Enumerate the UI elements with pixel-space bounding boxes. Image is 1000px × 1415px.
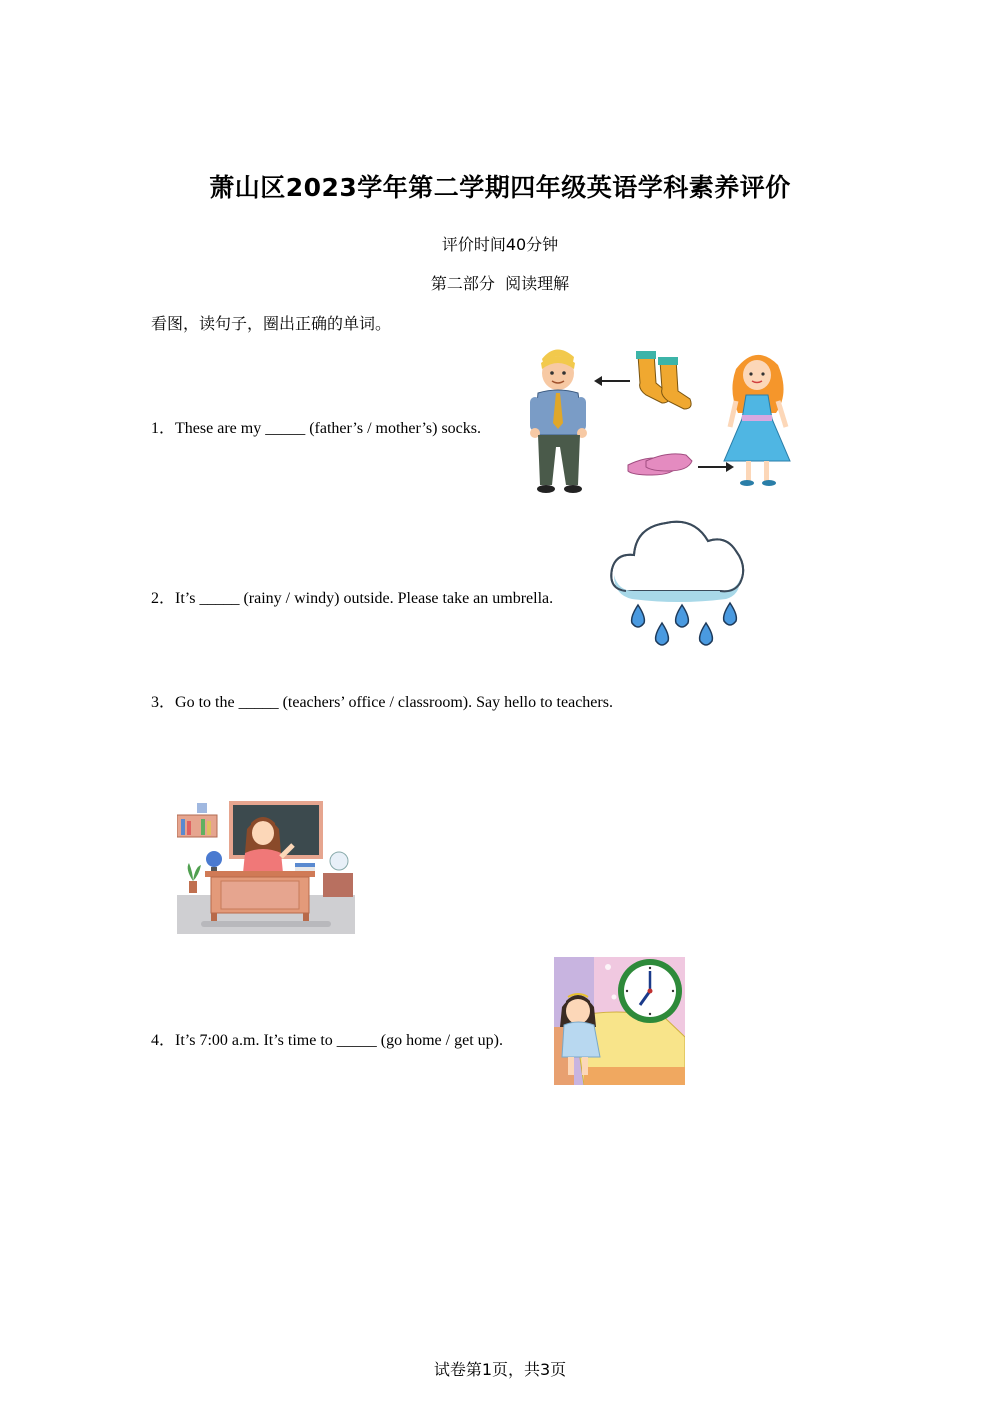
question-3 [151,689,613,712]
shoes-icon [628,454,692,475]
instruction-text: 看图，读句子，圈出正确的单词。 [151,314,392,333]
father-socks-mother-shoes-illustration [528,343,798,495]
question-2 [151,585,553,608]
question-number: 2． [151,590,176,607]
question-text: It’s _____ (rainy / windy) outside. Please take an umbrella. [175,590,554,607]
question-4 [151,1027,503,1050]
cloud-icon [611,522,743,602]
question-number: 4． [151,1032,176,1049]
girl-waking-up-clock-illustration [554,957,685,1085]
section-heading: 第二部分 阅读理解 [430,274,570,293]
teacher-office-illustration [177,801,355,934]
page-footer: 试卷第1页，共3页 [433,1360,567,1379]
page-title: 萧山区2023学年第二学期四年级英语学科素养评价 [209,173,791,202]
socks-icon [636,351,691,409]
question-text: Go to the _____ (teachers’ office / classroom). Say hello to teachers. [175,694,613,711]
rain-cloud-illustration [608,513,748,651]
raindrops-icon [632,603,737,645]
question-text: These are my _____ (father’s / mother’s) socks. [175,420,482,437]
question-number: 3． [151,694,176,711]
question-1 [151,415,481,438]
question-text: It’s 7:00 a.m. It’s time to _____ (go home / get up). [175,1032,503,1049]
question-number: 1． [151,420,176,437]
father-figure [530,349,587,493]
clock-icon [618,959,682,1023]
exam-duration: 评价时间40分钟 [441,235,559,254]
mother-figure [724,355,790,486]
